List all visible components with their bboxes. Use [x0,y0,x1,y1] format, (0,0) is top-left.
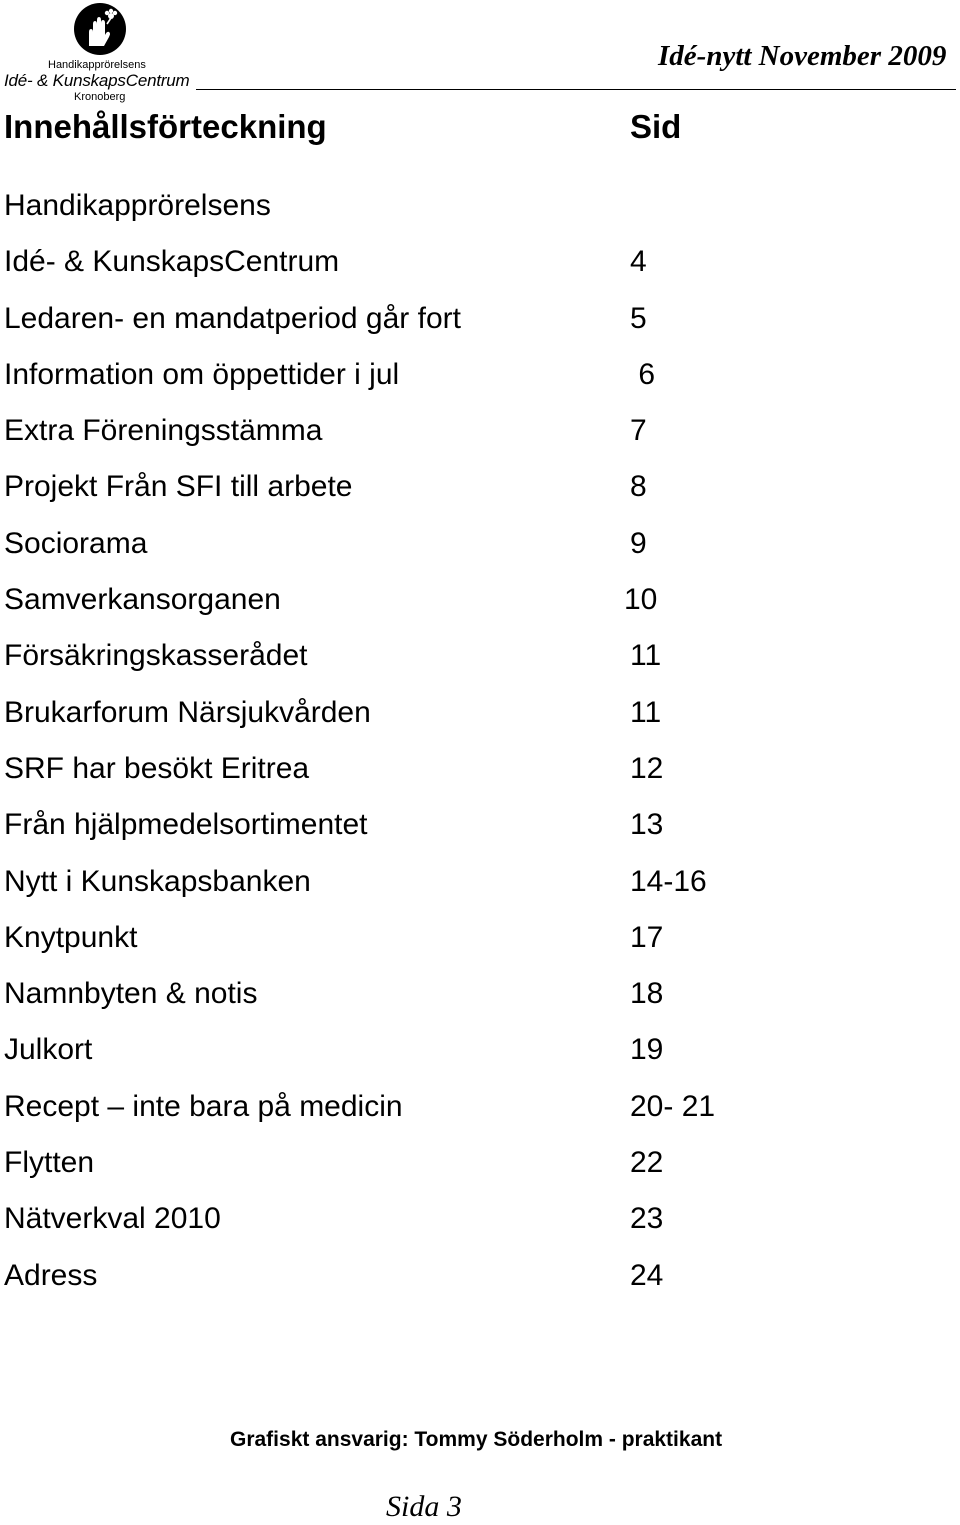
toc-entry-title: Information om öppettider i jul [4,357,400,391]
toc-entry [0,300,960,356]
toc-entry-page: 13 [630,808,664,842]
toc-entry-title: Brukarforum Närsjukvården [4,695,371,729]
toc-entry-page: 11 [630,639,662,673]
toc-entry-title: Knytpunkt [4,920,138,954]
toc-entry [0,581,960,637]
toc-entry-title: Från hjälpmedelsortimentet [4,808,368,842]
issue-title: Idé-nytt November 2009 [658,40,947,72]
toc-entry [0,806,960,862]
toc-entry-page: 23 [630,1202,664,1236]
toc-entry-page: 9 [630,526,647,560]
toc-entry [0,863,960,919]
toc-entry-page: 4 [630,245,647,279]
toc-page-column-heading: Sid [630,108,682,145]
toc-entry-title: Ledaren- en mandatperiod går fort [4,301,461,335]
toc-entry-title: Handikapprörelsens [4,189,271,222]
toc-entry [0,694,960,750]
toc-entry-page: 20- 21 [630,1089,716,1123]
toc-entry-title: Nytt i Kunskapsbanken [4,864,311,898]
toc-entry-page: 6 [630,357,656,391]
toc-entry-title: Namnbyten & notis [4,977,258,1011]
toc-entry-title: Sociorama [4,526,148,560]
logo-text-line3: Kronoberg [74,91,126,103]
toc-entry [0,1031,960,1087]
toc-entry-title: Idé- & KunskapsCentrum [4,245,340,279]
toc-heading: Innehållsförteckning [4,108,327,145]
logo-text-line1: Handikapprörelsens [48,59,146,71]
toc-entry-page: 10 [624,583,658,617]
graphic-design-credit: Grafiskt ansvarig: Tommy Söderholm - praktikant [230,1428,723,1451]
page-number: Sida 3 [386,1490,462,1523]
toc-entry-title: Projekt Från SFI till arbete [4,470,353,504]
toc-entry [0,1088,960,1144]
toc-entry-title: Extra Föreningsstämma [4,414,323,448]
toc-entry-title: Nätverkval 2010 [4,1202,221,1236]
toc-entry-title: SRF har besökt Eritrea [4,751,310,785]
toc-entry [0,1257,960,1313]
toc-entry-page: 14-16 [630,864,707,898]
toc-entry [0,412,960,468]
toc-entry-page: 8 [630,470,647,504]
toc-entry [0,637,960,693]
toc-entry-page: 19 [630,1033,664,1067]
toc-entry-title: Försäkringskasserådet [4,639,308,673]
toc-entry-page: 12 [630,751,664,785]
toc-entry-title: Adress [4,1258,98,1292]
toc-entry-page: 7 [630,414,647,448]
toc-entry [0,525,960,581]
logo-text-line2: Idé- & KunskapsCentrum [4,71,190,90]
header-divider [196,89,956,90]
toc-entry [0,1144,960,1200]
toc-entry [0,356,960,412]
toc-entry [0,919,960,975]
toc-entry-page: 11 [630,695,662,729]
toc-entry [0,1200,960,1256]
organization-logo [0,0,205,104]
toc-entry-title: Recept – inte bara på medicin [4,1089,403,1123]
toc-entry-page: 22 [630,1146,664,1180]
toc-entry-page: 24 [630,1258,664,1292]
toc-entry [0,750,960,806]
toc-entry-title: Julkort [4,1033,93,1067]
toc-entry-title: Flytten [4,1146,95,1180]
toc-entry-title: Samverkansorganen [4,583,281,617]
toc-entry-page: 18 [630,977,664,1011]
toc-entry [0,468,960,524]
toc-entry [0,187,960,243]
toc-entry-page: 17 [630,920,664,954]
toc-entry [0,243,960,299]
toc-entry-page: 5 [630,301,647,335]
toc-entry [0,975,960,1031]
toc-list [0,187,960,1313]
hand-flower-logo-icon [73,2,127,56]
